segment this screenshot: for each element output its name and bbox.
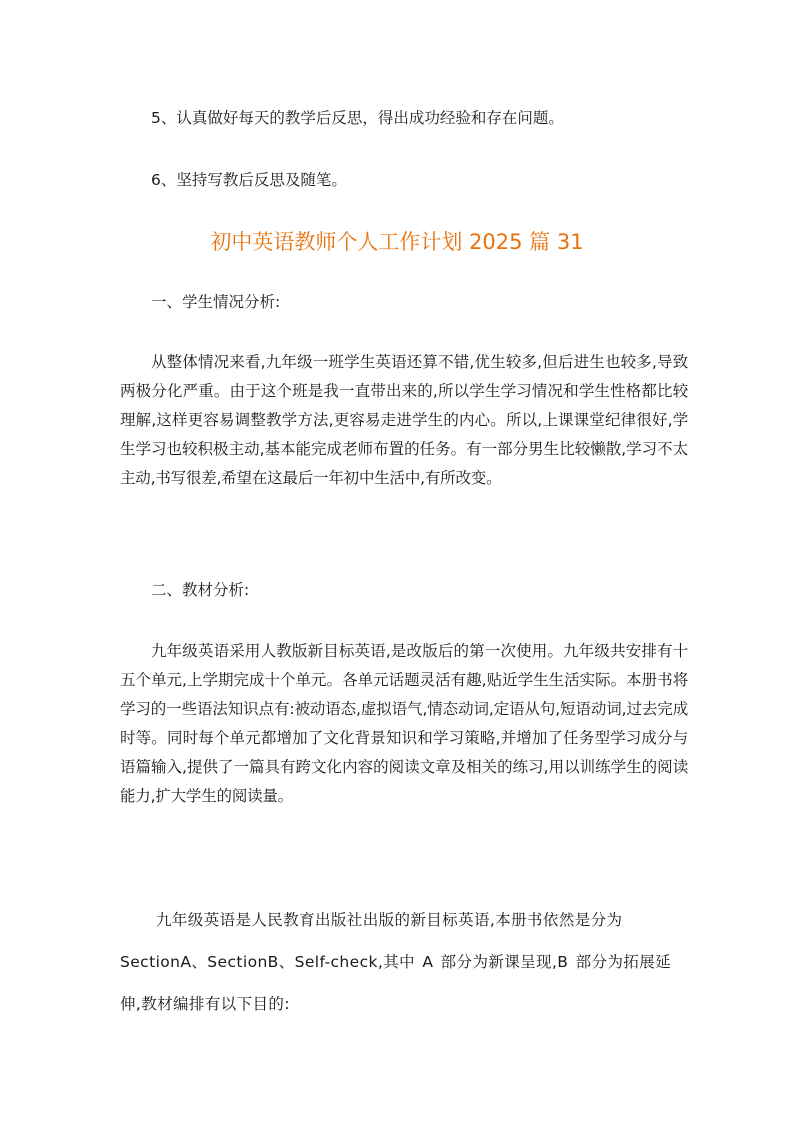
heading-student-analysis: 一、学生情况分析: (151, 293, 281, 311)
list-item-6: 6、坚持写教后反思及随笔。 (151, 171, 347, 189)
paragraph-student-analysis: 从整体情况来看,九年级一班学生英语还算不错,优生较多,但后进生也较多,导致两极分化严重。由于这个班是我一直带出来的,所以学生学习情况和学生性格都比较理解,这样更容易调整教学方法,更容易走进学生的内心。所以,上课课堂纪律很好,学生学习也较积极主动,基本能完成老师布置的任务。有一部分男生比较懒散,学习不太主动,书写很差,希望在这最后一年初中生活中,有所改变。 (120, 353, 688, 487)
list-item-5: 5、认真做好每天的教学后反思，得出成功经验和存在问题。 (151, 109, 564, 127)
heading-textbook-analysis: 二、教材分析: (151, 581, 250, 599)
section-title: 初中英语教师个人工作计划 2025 篇 31 (210, 230, 584, 254)
paragraph-textbook-analysis: 九年级英语采用人教版新目标英语,是改版后的第一次使用。九年级共安排有十五个单元,上学期完成十个单元。各单元话题灵活有趣,贴近学生生活实际。本册书将学习的一些语法知识点有:被动语态,虚拟语气,情态动词,定语从句,短语动词,过去完成时等。同时每个单元都增加了文化背景知识和学习策略,并增加了任务型学习成分与语篇输入,提供了一篇具有跨文化内容的阅读文章及相关的练习,用以训练学生的阅读能力,扩大学生的阅读量。 (120, 642, 688, 805)
paragraph-textbook-structure: 九年级英语是人民教育出版社出版的新目标英语,本册书依然是分为SectionA、SectionB、Self-check,其中 A 部分为新课呈现,B 部分为拓展延伸,教材编排有以下目的: (120, 911, 672, 1013)
